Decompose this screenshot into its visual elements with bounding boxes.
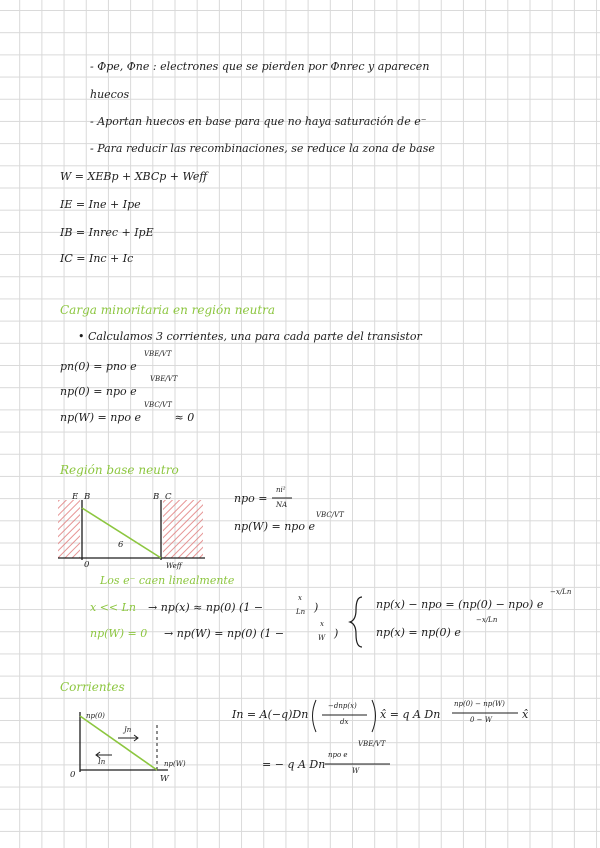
in2-exp: VBE/VT: [358, 740, 386, 748]
profile-line: [82, 508, 161, 558]
eq-npw-tail: ≈ 0: [174, 411, 195, 424]
label-np0: np(0): [86, 712, 105, 720]
in-den: dx: [340, 718, 349, 726]
label-slope: 6: [118, 540, 124, 550]
cur-label-zero: 0: [70, 770, 76, 780]
section-title-carga: Carga minoritaria en región neutra: [60, 303, 276, 317]
label-b1: B: [84, 492, 91, 502]
cond1-close: ): [314, 601, 319, 614]
in-frac-den: 0 − W: [470, 716, 492, 724]
cur-profile: [80, 716, 157, 770]
equation-ie: IE = Ine + Ipe: [60, 198, 141, 211]
section-title-corrientes: Corrientes: [60, 680, 125, 694]
collector-hatch: [163, 500, 203, 558]
label-zero: 0: [84, 560, 90, 570]
cond2-rhs: → np(W) = np(0) (1 −: [164, 627, 285, 640]
in2-num: npo e: [328, 751, 348, 759]
note-line-2: huecos: [90, 88, 130, 101]
note-line-4: - Para reducir las recombinaciones, se reduce la zona de base: [90, 142, 435, 155]
npo-lhs: npo =: [234, 492, 268, 505]
label-e: E: [72, 492, 79, 502]
eq-np0-exp: VBE/VT: [150, 375, 178, 383]
equation-ib: IB = Inrec + IpE: [60, 226, 154, 239]
right-eq-1: np(x) − npo = (np(0) − npo) e: [376, 598, 544, 611]
emitter-hatch: [58, 500, 80, 558]
right-eq-2: np(x) = np(0) e: [376, 626, 461, 639]
label-c: C: [165, 492, 172, 502]
eq-npw-exp: VBC/VT: [144, 401, 172, 409]
label-b2: B: [153, 492, 160, 502]
in2-den: W: [352, 767, 360, 775]
right-eq-1-exp: −x/Ln: [550, 588, 572, 596]
section-title-region: Región base neutro: [60, 463, 179, 477]
in2-lhs: = − q A Dn: [262, 758, 326, 771]
cond2-lhs: np(W) = 0: [90, 627, 148, 640]
section1-bullet: • Calculamos 3 corrientes, una para cada parte del transistor: [78, 330, 422, 343]
right-eq-2-exp: −x/Ln: [476, 616, 498, 624]
cond2-frac-den: W: [318, 634, 326, 642]
in-num: −dnp(x): [328, 702, 357, 710]
label-in: In: [98, 758, 106, 766]
caption-lineal: Los e⁻ caen linealmente: [100, 574, 235, 587]
npw-eq: np(W) = npo e: [234, 520, 315, 533]
note-line-3: - Aportan huecos en base para que no haya saturación de e⁻: [90, 115, 427, 128]
in-x: x̂: [522, 708, 529, 721]
in-frac-num: np(0) − np(W): [454, 700, 505, 708]
eq-pn0-base: pn(0) = pno e: [60, 360, 137, 373]
equation-w: W = XEBp + XBCp + Weff: [60, 170, 208, 183]
label-jn: Jn: [124, 726, 132, 734]
label-weff: Weff: [166, 562, 182, 570]
cond1-lhs: x << Ln: [90, 601, 137, 614]
cond2-frac-num: x: [320, 620, 324, 628]
npw-exp: VBC/VT: [316, 511, 344, 519]
label-npw: np(W): [164, 760, 186, 768]
eq-pn0-exp: VBE/VT: [144, 350, 172, 358]
cond1-frac-den: Ln: [296, 608, 306, 616]
eq-np0-base: np(0) = npo e: [60, 385, 137, 398]
in-mid: x̂ = q A Dn: [380, 708, 441, 721]
cond1-frac-num: x: [298, 594, 302, 602]
equation-ic: IC = Inc + Ic: [60, 252, 134, 265]
npo-den: NA: [276, 501, 288, 509]
brace: [350, 597, 362, 647]
in-lhs: In = A(−q)Dn: [232, 708, 309, 721]
npo-num: ni²: [276, 486, 286, 494]
eq-npw-base: np(W) = npo e: [60, 411, 141, 424]
cur-label-w: W: [160, 774, 169, 784]
note-line-1: - Φpe, Φne : electrones que se pierden por Φnrec y aparecen: [90, 60, 430, 73]
cond1-rhs: → np(x) ≈ np(0) (1 −: [148, 601, 264, 614]
cond2-close: ): [334, 627, 339, 640]
